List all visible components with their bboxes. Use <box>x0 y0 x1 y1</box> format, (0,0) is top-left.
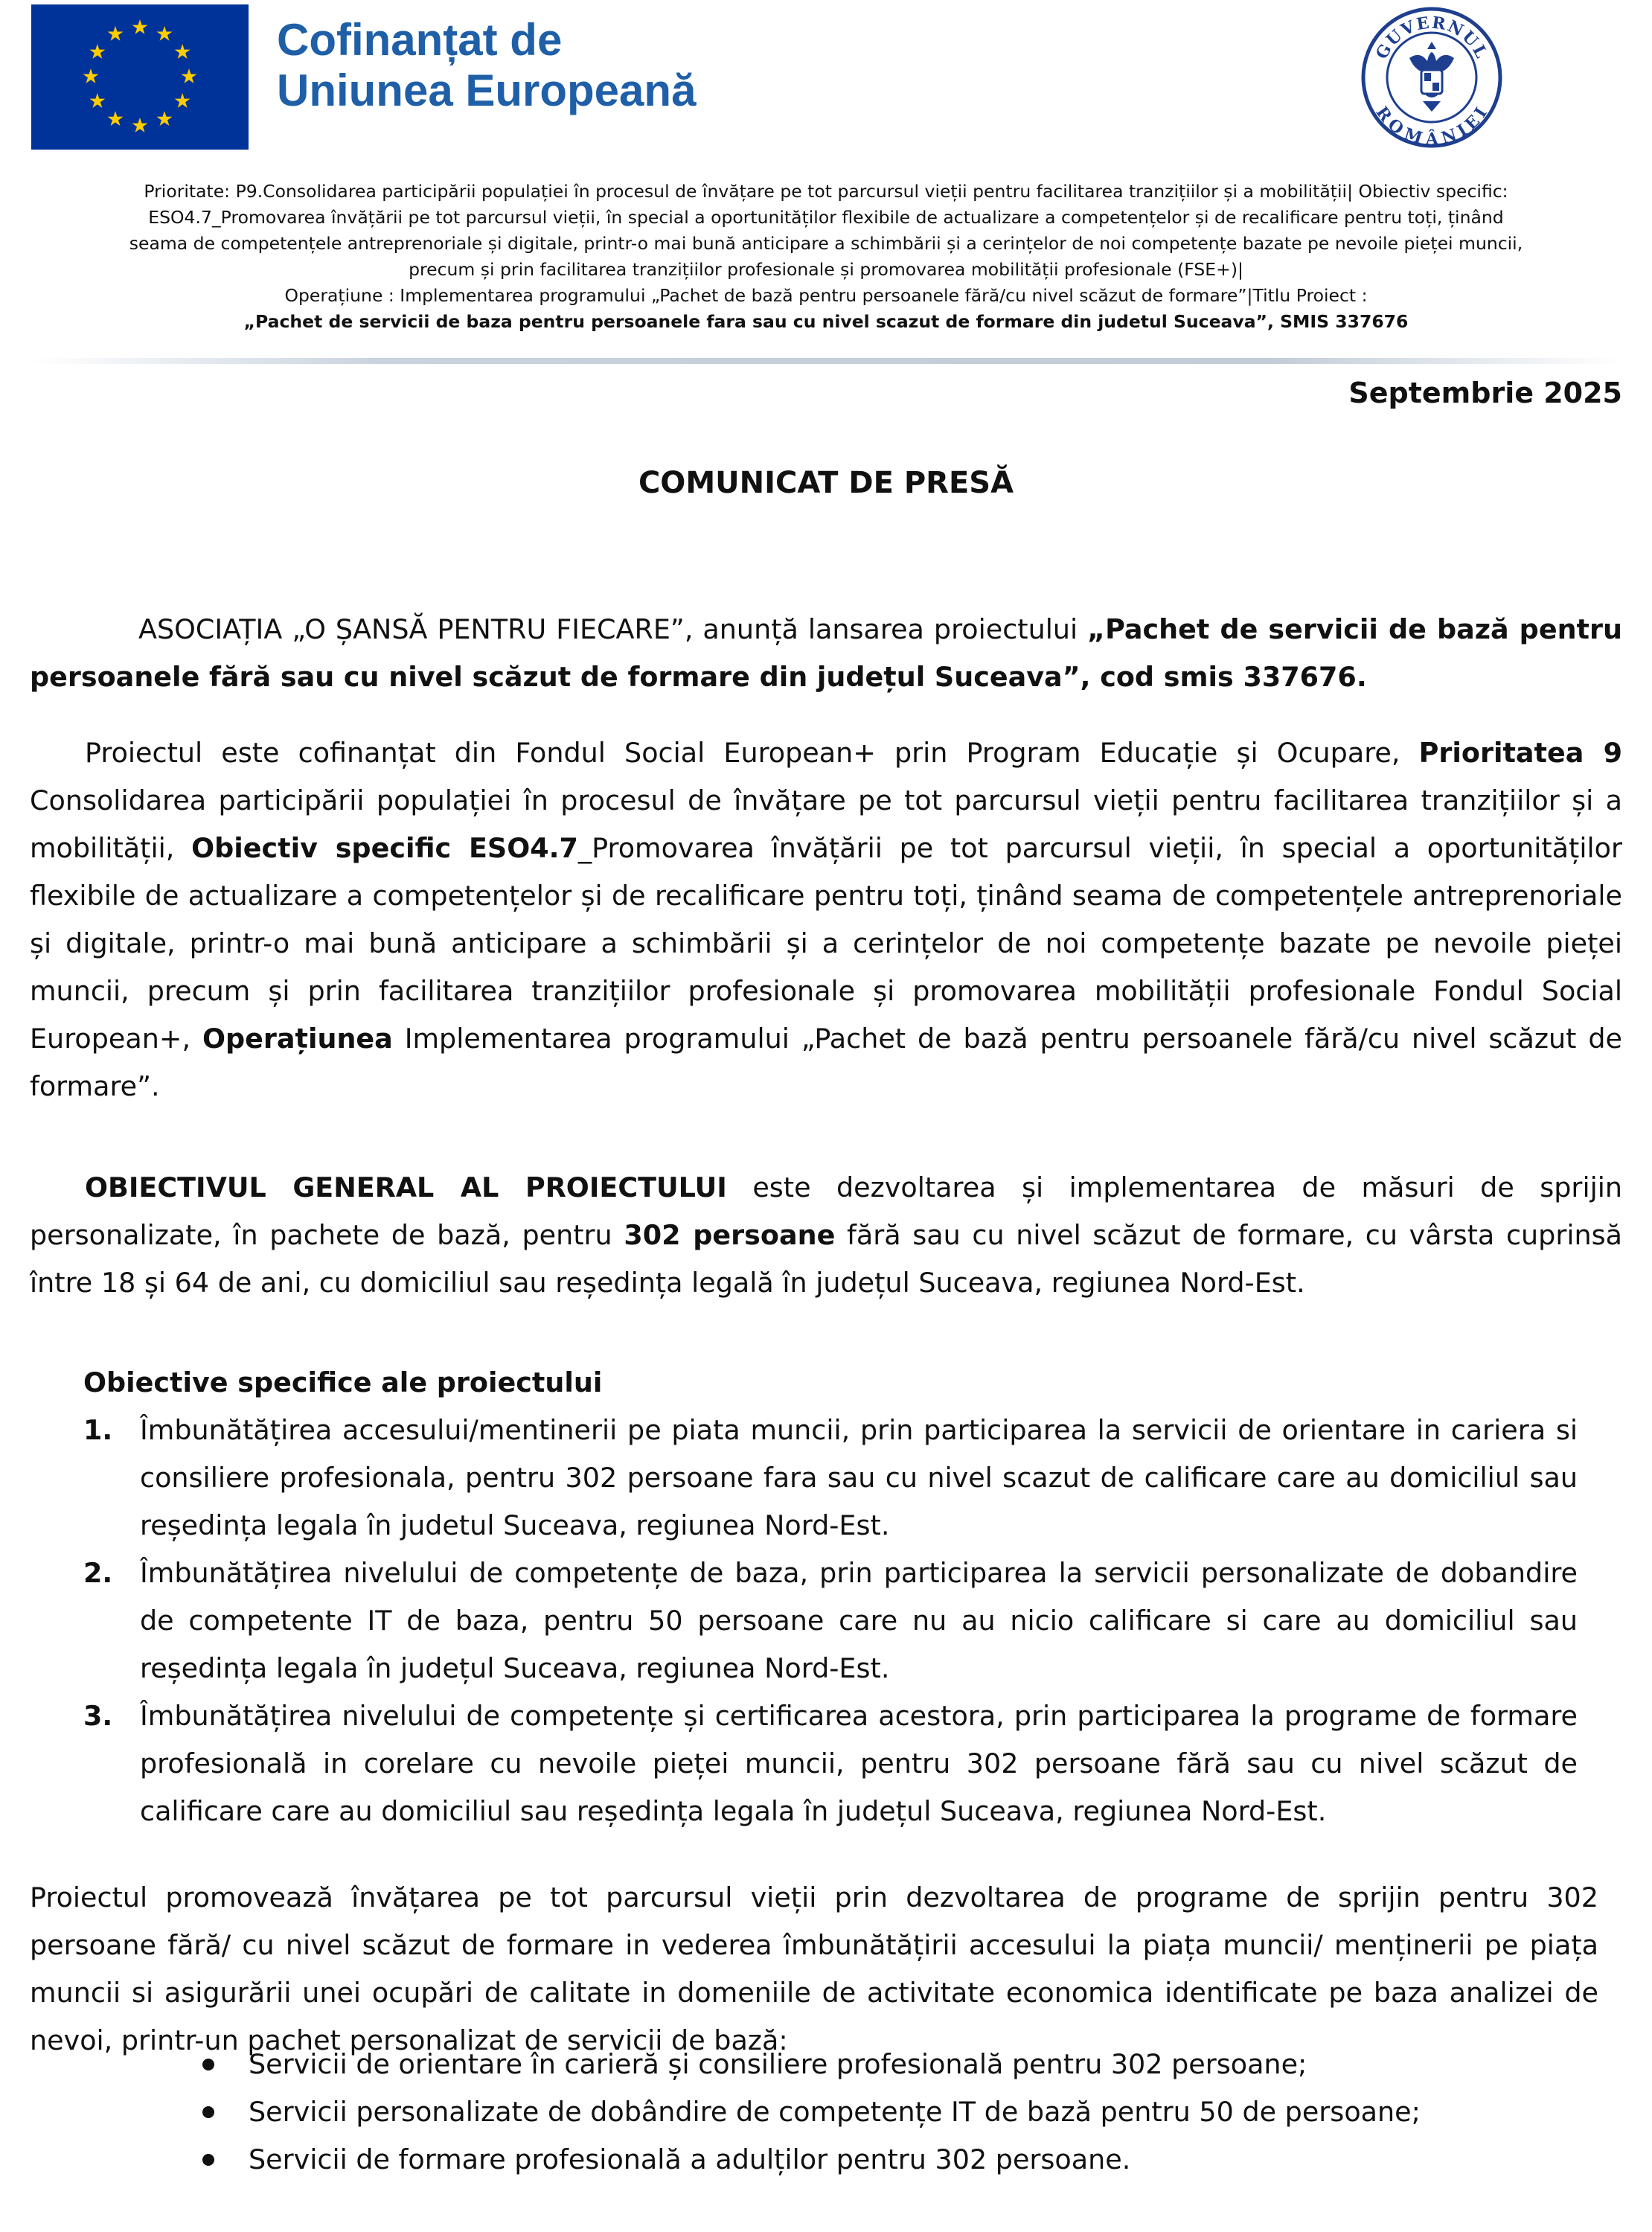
general-objective-label: OBIECTIVUL GENERAL AL PROIECTULUI <box>85 1171 727 1203</box>
eu-label-line1: Cofinanțat de <box>277 15 563 65</box>
list-item-text: Îmbunătățirea accesului/mentinerii pe piata muncii, prin participarea la servicii de orientare in cariera si consiliere profesionala, pentru 302 persoane fara sau cu nivel scazut de calificare care au domiciliul sau reședința legala în judetul Suceava, regiunea Nord-Est. <box>140 1414 1578 1541</box>
program-paragraph <box>30 729 1622 1110</box>
promotion-paragraph: Proiectul promovează învățarea pe tot parcursul vieții prin dezvoltarea de programe de sprijin pentru 302 persoane fără/ cu nivel scăzut de formare in vederea îmbunătățirii accesului la piața muncii/ menținerii pe piața muncii si asigurării unei ocupări de calitate in domeniile de activitate economica identificate pe baza analizei de nevoi, printr-un pachet personalizat de servicii de bază: <box>30 1881 1598 2056</box>
list-item <box>192 2136 1421 2184</box>
eu-label-line2: Uniunea Europeană <box>277 65 697 115</box>
list-item-text: Îmbunătățirea nivelului de competențe de baza, prin participarea la servicii personalizate de dobandire de competente IT de baza, pentru 50 persoane care nu au nicio calificare si care au domiciliul sau reședința legala în județul Suceava, regiunea Nord-Est. <box>140 1557 1578 1684</box>
header-note-line: precum și prin facilitarea tranzițiilor profesionale și promovarea mobilității profesionale (FSE+)| <box>409 259 1243 280</box>
svg-text:GUVERNUL: GUVERNUL <box>1371 13 1492 63</box>
list-item-number: 3. <box>83 1700 113 1732</box>
general-objective-paragraph <box>30 1164 1622 1307</box>
intro-project-name: „Pachet de servicii de bază pentru persoanele fără sau cu nivel scăzut de formare din județul Suceava”, cod smis 337676. <box>30 613 1622 693</box>
general-objective-text-1: este dezvoltarea și implementarea de măsuri de sprijin personalizate, în pachete de bază, pentru <box>30 1171 1622 1251</box>
header-divider <box>30 358 1622 364</box>
list-item-text: Îmbunătățirea nivelului de competențe și certificarea acestora, prin participarea la programe de formare profesională in corelare cu nevoile pieței muncii, pentru 302 persoane fără sau cu nivel scăzut de calificare care au domiciliul sau reședința legala în județul Suceava, regiunea Nord-Est. <box>140 1700 1578 1827</box>
header-note-line: Prioritate: P9.Consolidarea participării populației în procesul de învățare pe tot parcursul vieții pentru facilitarea tranzițiilor și a mobilității| Obiectiv specific: <box>144 181 1508 202</box>
guvernul-romaniei-seal-icon <box>1360 6 1503 149</box>
program-text-3: _Promovarea învățării pe tot parcursul vieții, în special a oportunităților flexibile de actualizare a competențelor și de recalificare pentru toți, ținând seama de competențele antreprenoriale și digitale, printr-o mai bună anticipare a schimbării și a cerințelor de noi competențe bazate pe nevoile pieței muncii, precum și prin facilitarea tranzițiilor profesionale și promovarea mobilității profesionale Fondul Social European+, <box>30 832 1622 1055</box>
service-text: Servicii de formare profesională a adulților pentru 302 persoane. <box>249 2143 1131 2175</box>
eu-cofinancing-label <box>277 15 696 116</box>
eu-flag-icon <box>31 4 249 150</box>
specific-objectives-list <box>83 1407 1578 1835</box>
document-date: Septembrie 2025 <box>1348 377 1622 409</box>
document-title: COMUNICAT DE PRESĂ <box>638 466 1014 500</box>
service-text: Servicii personalizate de dobândire de competențe IT de bază pentru 50 de persoane; <box>249 2096 1421 2128</box>
program-operation: Operațiunea <box>202 1023 393 1055</box>
service-text: Servicii de orientare în carieră și consiliere profesională pentru 302 persoane; <box>249 2048 1307 2080</box>
header-project-title: „Pachet de servicii de baza pentru persoanele fara sau cu nivel scazut de formare din judetul Suceava”, SMIS 337676 <box>243 311 1409 332</box>
general-objective-target: 302 persoane <box>624 1219 836 1251</box>
program-specific-objective: Obiectiv specific ESO4.7 <box>191 832 578 864</box>
bullet-icon <box>202 2106 214 2118</box>
specific-objectives-heading: Obiective specifice ale proiectului <box>83 1366 603 1398</box>
list-item-number: 1. <box>83 1414 113 1446</box>
bullet-icon <box>202 2059 214 2070</box>
header-note-line: Operațiune : Implementarea programului „Pachet de bază pentru persoanele fără/cu nivel scăzut de formare”|Titlu Proiect : <box>284 285 1368 306</box>
program-priority: Prioritatea 9 <box>1418 737 1622 769</box>
list-item <box>83 1550 1578 1692</box>
program-text-4: Implementarea programului „Pachet de bază pentru persoanele fără/cu nivel scăzut de formare”. <box>30 1023 1622 1102</box>
program-text-1: Proiectul este cofinanțat din Fondul Social European+ prin Program Educație și Ocupare, <box>85 737 1419 769</box>
list-item <box>83 1407 1578 1550</box>
intro-text: ASOCIAȚIA „O ȘANSĂ PENTRU FIECARE”, anunță lansarea proiectului <box>138 613 1088 645</box>
services-list <box>192 2041 1421 2184</box>
program-text-2: Consolidarea participării populației în procesul de învățare pe tot parcursul vieții pentru facilitarea tranzițiilor și a mobilității, <box>30 784 1622 864</box>
general-objective-text-2: fără sau cu nivel scăzut de formare, cu vârsta cuprinsă între 18 și 64 de ani, cu domiciliul sau reședința legală în județul Suceava, regiunea Nord-Est. <box>30 1219 1622 1299</box>
header-note-line: seama de competențele antreprenoriale și digitale, printr-o mai bună anticipare a schimbării și a cerințelor de noi competențe bazate pe nevoile pieței muncii, <box>129 233 1523 254</box>
list-item <box>192 2088 1421 2136</box>
header-program-notes <box>30 179 1622 335</box>
bullet-icon <box>202 2154 214 2166</box>
list-item-number: 2. <box>83 1557 113 1589</box>
list-item <box>83 1692 1578 1835</box>
header-note-line: ESO4.7_Promovarea învățării pe tot parcursul vieții, în special a oportunităților flexibile de actualizare a competențelor și de recalificare pentru toți, ținând <box>148 207 1504 228</box>
svg-text:ROMÂNIEI: ROMÂNIEI <box>1371 103 1492 149</box>
intro-paragraph <box>30 606 1622 701</box>
list-item <box>192 2041 1421 2088</box>
